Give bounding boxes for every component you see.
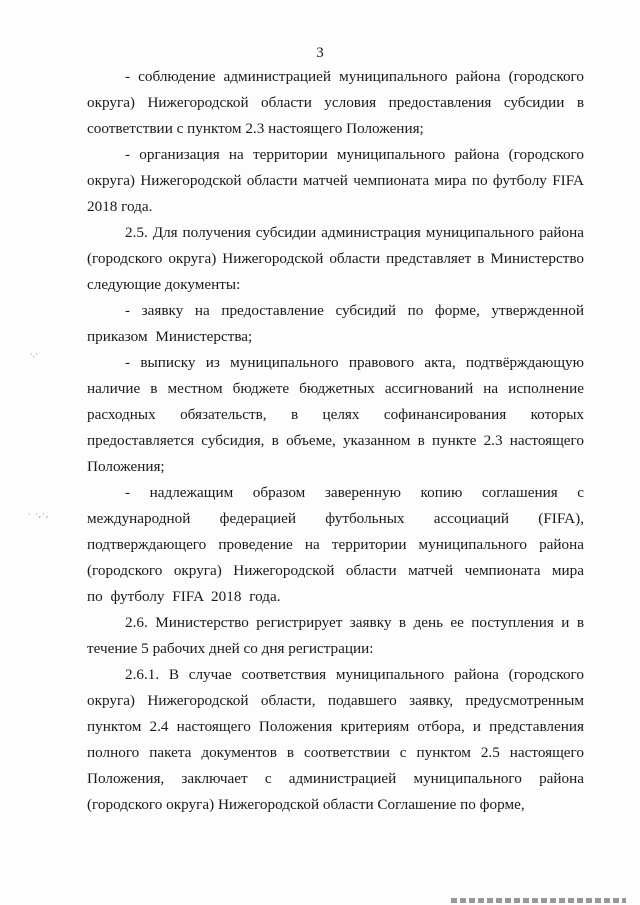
paragraph-2-6-1: 2.6.1. В случае соответствия муниципального района (городского округа) Нижегородской области, подавшего заявку, предусмотренным пунктом 2.4 настоящего Положения критериям отбора, и представления полного пакета документов в соответствии с пунктом 2.5 настоящего Положения, заключает с администрацией муниципального района (городского округа) Нижегородской области Соглашение по форме, — [87, 666, 584, 813]
scan-margin-mark: · ·,·, — [28, 510, 50, 519]
paragraph-2-6: 2.6. Министерство регистрирует заявку в день ее поступления и в течение 5 рабочих дней со дня регистрации: — [87, 614, 584, 657]
scan-margin-mark: ·.· — [30, 350, 38, 359]
paragraph-fifa-matches: - организация на территории муниципального района (городского округа) Нижегородской области матчей чемпионата мира по футболу FIFA 2018 года. — [87, 146, 584, 215]
paragraph-application: - заявку на предоставление субсидий по форме, утвержденной приказом Министерства; — [87, 302, 584, 345]
document-body — [87, 64, 584, 818]
scan-bottom-mark — [451, 898, 626, 903]
paragraph-2-5: 2.5. Для получения субсидии администрация муниципального района (городского округа) Нижегородской области представляет в Министерство следующие документы: — [87, 224, 584, 293]
page-number: 3 — [316, 45, 324, 61]
paragraph-condition-compliance: - соблюдение администрацией муниципального района (городского округа) Нижегородской области условия предоставления субсидии в соответствии с пунктом 2.3 настоящего Положения; — [87, 68, 584, 137]
paragraph-extract: - выписку из муниципального правового акта, подтвёрждающую наличие в местном бюджете бюджетных ассигнований на исполнение расходных обязательств, в целях софинансирования которых предоставляется субсидия, в объеме, указанном в пункте 2.3 настоящего Положения; — [87, 354, 584, 475]
paragraph-agreement-copy: - надлежащим образом заверенную копию соглашения с международной федерацией футбольных ассоциаций (FIFA), подтверждающего проведение на территории муниципального района (городского округа) Нижегородской области матчей чемпионата мира по футболу FIFA 2018 года. — [87, 484, 584, 605]
